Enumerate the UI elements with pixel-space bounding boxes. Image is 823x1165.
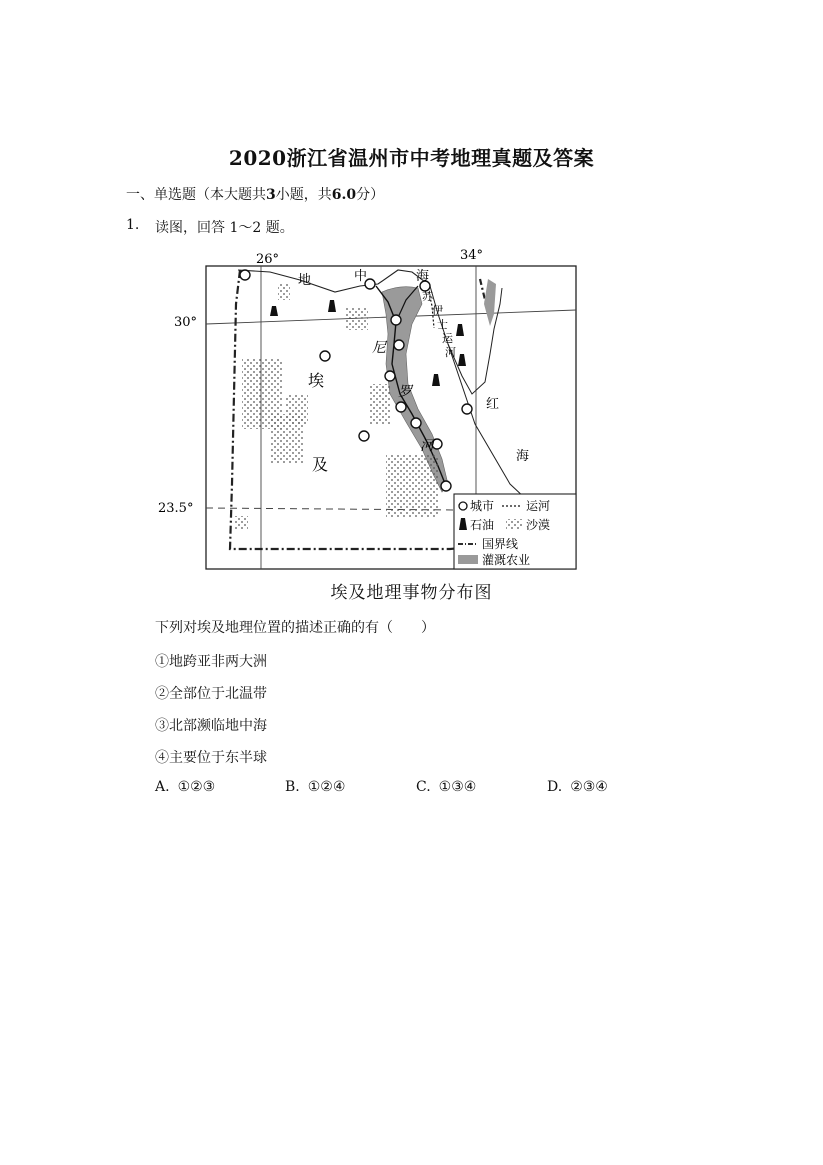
label-nile-2: 罗	[398, 384, 412, 400]
city-8	[396, 402, 406, 412]
legend-oil: 石油	[470, 518, 495, 532]
city-12	[462, 404, 472, 414]
label-egypt-1: 埃	[308, 371, 325, 390]
option-a-letter: A.	[155, 779, 170, 795]
question-count: 3	[266, 187, 276, 203]
label-sea-2: 中	[354, 269, 368, 284]
egypt-map	[150, 244, 590, 574]
section-score: 6.0	[331, 187, 357, 203]
option-b-letter: B.	[285, 779, 300, 795]
legend-irrigation: 灌溉农业	[482, 553, 531, 567]
city-9	[411, 418, 421, 428]
question-stem: 下列对埃及地理位置的描述正确的有（ ）	[155, 620, 435, 636]
lat-label-23-5: 23.5°	[158, 501, 194, 516]
option-b-text: ①②④	[307, 779, 346, 795]
desert-north	[346, 308, 368, 330]
label-canal-4: 运	[442, 332, 453, 345]
desert-south	[386, 454, 438, 518]
label-red-sea-2: 海	[516, 449, 530, 464]
label-nile-1: 尼	[372, 340, 386, 356]
city-10	[359, 431, 369, 441]
city-5	[394, 340, 404, 350]
label-canal-5: 河	[445, 346, 456, 359]
label-canal-1: 苏	[422, 290, 433, 303]
city-13	[441, 481, 451, 491]
statement-1: ①地跨亚非两大洲	[155, 654, 267, 670]
city-4	[391, 315, 401, 325]
section-suffix: 分）	[356, 187, 385, 203]
legend-city-symbol	[459, 502, 467, 510]
legend-city: 城市	[470, 499, 495, 513]
label-canal-3: 士	[437, 318, 448, 331]
lon-label-26: 26°	[256, 252, 280, 267]
section-mid: 小题，共	[275, 187, 332, 203]
section-heading	[126, 184, 384, 204]
option-b[interactable]	[285, 779, 345, 795]
option-a-text: ①②③	[177, 779, 216, 795]
section-prefix: 一、单选题（本大题共	[126, 187, 266, 203]
label-sea-3: 海	[416, 269, 430, 284]
desert-corner	[234, 516, 248, 530]
option-a[interactable]	[155, 779, 215, 795]
city-1	[240, 270, 250, 280]
page-title: 2020浙江省温州市中考地理真题及答案	[228, 146, 595, 170]
label-nile-3: 河	[420, 438, 434, 454]
desert-small	[278, 284, 290, 300]
statement-4: ④主要位于东半球	[155, 750, 267, 766]
desert-mid	[370, 384, 390, 424]
desert-west-3	[286, 394, 308, 424]
legend-canal: 运河	[526, 499, 551, 513]
city-7	[385, 371, 395, 381]
lat-label-30: 30°	[174, 315, 198, 330]
label-egypt-2: 及	[312, 455, 329, 474]
map-svg	[150, 244, 590, 574]
legend-irrigation-symbol	[458, 555, 478, 564]
label-canal-2: 伊	[432, 304, 443, 317]
legend-desert-symbol	[506, 519, 522, 529]
option-c[interactable]	[416, 779, 476, 795]
lon-label-34: 34°	[460, 248, 484, 263]
option-c-text: ①③④	[438, 779, 477, 795]
city-6	[320, 351, 330, 361]
statement-3: ③北部濒临地中海	[155, 718, 267, 734]
map-caption: 埃及地理事物分布图	[330, 583, 493, 603]
question-number: 1.	[126, 217, 140, 233]
map-legend	[454, 494, 576, 569]
label-sea-1: 地	[298, 273, 312, 288]
option-d-text: ②③④	[570, 779, 608, 795]
option-c-letter: C.	[416, 779, 431, 795]
question-prompt: 读图，回答 1～2 题。	[155, 220, 294, 236]
legend-border: 国界线	[482, 537, 519, 551]
statement-2: ②全部位于北温带	[155, 686, 267, 702]
legend-desert: 沙漠	[526, 518, 551, 532]
option-d-letter: D.	[547, 779, 563, 795]
label-red-sea-1: 红	[486, 397, 500, 412]
option-d[interactable]	[547, 779, 608, 795]
